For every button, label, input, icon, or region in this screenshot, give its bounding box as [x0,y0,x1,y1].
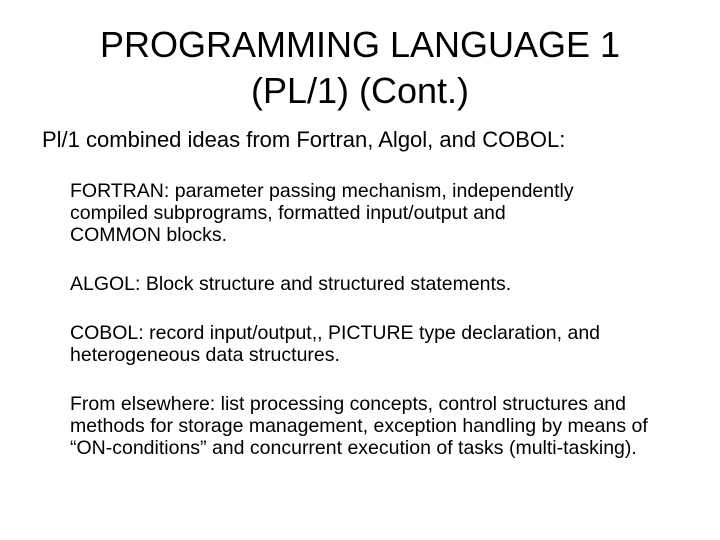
bullet-elsewhere: From elsewhere: list processing concepts, control structures and methods for storage management, exception handling by means of “ON-conditions” and concurrent execution of tasks (multi-tasking). [70,393,648,459]
slide-title [0,22,720,114]
slide-title-line-2: (PL/1) (Cont.) [250,70,470,111]
bullet-fortran: FORTRAN: parameter passing mechanism, independently compiled subprograms, formatted input/output and COMMON blocks. [70,180,574,246]
bullet-cobol: COBOL: record input/output,, PICTURE type declaration, and heterogeneous data structures. [70,322,601,366]
bullet-list [70,180,710,486]
intro-text: Pl/1 combined ideas from Fortran, Algol, and COBOL: [42,127,566,152]
slide-title-line-1: PROGRAMMING LANGUAGE 1 [99,24,621,65]
bullet-algol: ALGOL: Block structure and structured statements. [70,273,512,295]
